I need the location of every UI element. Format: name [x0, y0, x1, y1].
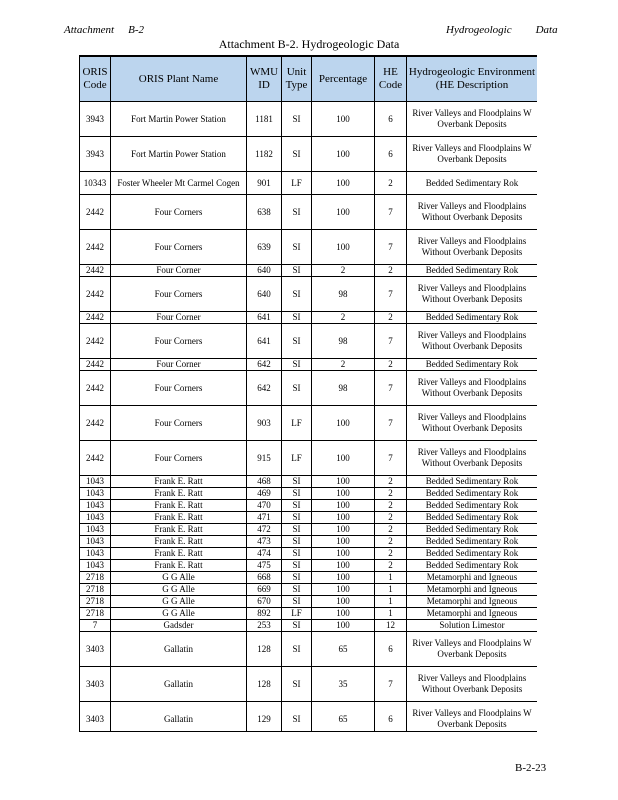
- cell-oris-code: 2442: [80, 359, 111, 371]
- cell-oris-code: 3403: [80, 632, 111, 667]
- cell-percentage: 2: [312, 265, 375, 277]
- cell-wmu-id: 468: [247, 476, 282, 488]
- cell-wmu-id: 1181: [247, 102, 282, 137]
- cell-wmu-id: 639: [247, 230, 282, 265]
- cell-wmu-id: 669: [247, 584, 282, 596]
- cell-plant-name: Four Corner: [111, 359, 247, 371]
- col-header-he-description: Hydrogeologic Environment (HE Description: [407, 56, 538, 102]
- cell-oris-code: 2442: [80, 406, 111, 441]
- cell-percentage: 100: [312, 476, 375, 488]
- cell-oris-code: 1043: [80, 476, 111, 488]
- cell-he-description: River Valleys and Floodplains W Overbank Deposits: [407, 102, 538, 137]
- cell-plant-name: Four Corners: [111, 195, 247, 230]
- cell-he-code: 6: [375, 137, 407, 172]
- cell-he-description: River Valleys and Floodplains W Overbank Deposits: [407, 702, 538, 733]
- col-header-oris-code: ORIS Code: [80, 56, 111, 102]
- cell-wmu-id: 640: [247, 265, 282, 277]
- cell-unit-type: SI: [282, 359, 312, 371]
- cell-percentage: 98: [312, 371, 375, 406]
- cell-he-description: Metamorphi and Igneous: [407, 584, 538, 596]
- table-row: [80, 359, 538, 371]
- cell-wmu-id: 915: [247, 441, 282, 476]
- cell-unit-type: SI: [282, 488, 312, 500]
- cell-wmu-id: 128: [247, 632, 282, 667]
- cell-oris-code: 1043: [80, 560, 111, 572]
- cell-he-description: Bedded Sedimentary Rok: [407, 524, 538, 536]
- cell-unit-type: SI: [282, 512, 312, 524]
- col-header-plant-name: ORIS Plant Name: [111, 56, 247, 102]
- cell-he-code: 7: [375, 371, 407, 406]
- cell-he-description: Bedded Sedimentary Rok: [407, 548, 538, 560]
- cell-wmu-id: 640: [247, 277, 282, 312]
- cell-percentage: 98: [312, 324, 375, 359]
- table-row: [80, 512, 538, 524]
- cell-percentage: 100: [312, 584, 375, 596]
- cell-wmu-id: 670: [247, 596, 282, 608]
- table-row: [80, 277, 538, 312]
- cell-unit-type: LF: [282, 406, 312, 441]
- cell-he-code: 2: [375, 548, 407, 560]
- cell-he-code: 6: [375, 102, 407, 137]
- page-header-right: [446, 24, 558, 36]
- cell-he-description: Bedded Sedimentary Rok: [407, 172, 538, 195]
- table-body: [80, 102, 538, 733]
- cell-unit-type: SI: [282, 324, 312, 359]
- cell-unit-type: SI: [282, 312, 312, 324]
- cell-percentage: 100: [312, 596, 375, 608]
- cell-he-code: 1: [375, 584, 407, 596]
- cell-percentage: 65: [312, 632, 375, 667]
- table-row: [80, 536, 538, 548]
- table-row: [80, 560, 538, 572]
- cell-wmu-id: 638: [247, 195, 282, 230]
- cell-wmu-id: 470: [247, 500, 282, 512]
- cell-oris-code: 7: [80, 620, 111, 632]
- cell-unit-type: SI: [282, 632, 312, 667]
- cell-percentage: 100: [312, 524, 375, 536]
- cell-wmu-id: 641: [247, 324, 282, 359]
- header-attachment-number: B-2: [128, 24, 144, 36]
- cell-he-code: 1: [375, 596, 407, 608]
- cell-he-code: 7: [375, 230, 407, 265]
- cell-percentage: 98: [312, 277, 375, 312]
- cell-wmu-id: 472: [247, 524, 282, 536]
- cell-he-code: 2: [375, 476, 407, 488]
- cell-wmu-id: 642: [247, 371, 282, 406]
- cell-unit-type: LF: [282, 441, 312, 476]
- table-row: [80, 102, 538, 137]
- cell-wmu-id: 892: [247, 608, 282, 620]
- cell-he-description: Bedded Sedimentary Rok: [407, 312, 538, 324]
- cell-percentage: 100: [312, 560, 375, 572]
- cell-unit-type: SI: [282, 596, 312, 608]
- cell-percentage: 65: [312, 702, 375, 733]
- cell-oris-code: 1043: [80, 524, 111, 536]
- cell-he-description: Bedded Sedimentary Rok: [407, 560, 538, 572]
- cell-plant-name: Gadsder: [111, 620, 247, 632]
- header-title-word2: Data: [535, 24, 558, 36]
- cell-he-code: 7: [375, 277, 407, 312]
- cell-oris-code: 1043: [80, 500, 111, 512]
- cell-percentage: 100: [312, 441, 375, 476]
- cell-unit-type: SI: [282, 265, 312, 277]
- cell-unit-type: SI: [282, 702, 312, 733]
- cell-wmu-id: 642: [247, 359, 282, 371]
- table-caption: Attachment B-2. Hydrogeologic Data: [218, 37, 400, 51]
- table-row: [80, 702, 538, 733]
- table-row: [80, 620, 538, 632]
- cell-he-code: 1: [375, 608, 407, 620]
- cell-he-code: 6: [375, 632, 407, 667]
- cell-plant-name: Frank E. Ratt: [111, 560, 247, 572]
- cell-plant-name: Four Corners: [111, 406, 247, 441]
- cell-percentage: 2: [312, 312, 375, 324]
- cell-he-description: River Valleys and Floodplains Without Overbank Deposits: [407, 277, 538, 312]
- cell-wmu-id: 668: [247, 572, 282, 584]
- table-row: [80, 524, 538, 536]
- cell-he-code: 2: [375, 265, 407, 277]
- cell-oris-code: 3403: [80, 667, 111, 702]
- table-row: [80, 476, 538, 488]
- table-row: [80, 632, 538, 667]
- table-row: [80, 324, 538, 359]
- cell-he-code: 2: [375, 512, 407, 524]
- cell-he-description: River Valleys and Floodplains W Overbank Deposits: [407, 632, 538, 667]
- table-row: [80, 608, 538, 620]
- cell-he-code: 7: [375, 406, 407, 441]
- cell-plant-name: Four Corners: [111, 441, 247, 476]
- cell-wmu-id: 641: [247, 312, 282, 324]
- cell-oris-code: 3943: [80, 137, 111, 172]
- cell-oris-code: 2442: [80, 324, 111, 359]
- table-header-row: [80, 56, 538, 102]
- cell-he-description: Bedded Sedimentary Rok: [407, 500, 538, 512]
- cell-oris-code: 2442: [80, 230, 111, 265]
- cell-wmu-id: 901: [247, 172, 282, 195]
- cell-unit-type: SI: [282, 536, 312, 548]
- cell-percentage: 100: [312, 548, 375, 560]
- cell-he-code: 6: [375, 702, 407, 733]
- cell-he-code: 7: [375, 195, 407, 230]
- cell-unit-type: SI: [282, 137, 312, 172]
- cell-he-code: 2: [375, 359, 407, 371]
- cell-plant-name: Frank E. Ratt: [111, 488, 247, 500]
- hydrogeologic-table-container: [79, 55, 537, 732]
- table-row: [80, 548, 538, 560]
- cell-plant-name: G G Alle: [111, 584, 247, 596]
- cell-unit-type: SI: [282, 667, 312, 702]
- cell-plant-name: Fort Martin Power Station: [111, 137, 247, 172]
- cell-percentage: 100: [312, 500, 375, 512]
- cell-oris-code: 2442: [80, 277, 111, 312]
- cell-he-description: Bedded Sedimentary Rok: [407, 488, 538, 500]
- table-row: [80, 371, 538, 406]
- cell-he-code: 2: [375, 524, 407, 536]
- cell-he-description: Bedded Sedimentary Rok: [407, 512, 538, 524]
- cell-he-code: 2: [375, 172, 407, 195]
- cell-plant-name: Four Corners: [111, 230, 247, 265]
- cell-plant-name: Fort Martin Power Station: [111, 102, 247, 137]
- cell-plant-name: Frank E. Ratt: [111, 476, 247, 488]
- cell-wmu-id: 474: [247, 548, 282, 560]
- cell-unit-type: SI: [282, 500, 312, 512]
- cell-percentage: 100: [312, 406, 375, 441]
- cell-he-description: Bedded Sedimentary Rok: [407, 359, 538, 371]
- table-row: [80, 572, 538, 584]
- cell-percentage: 100: [312, 137, 375, 172]
- cell-oris-code: 2442: [80, 441, 111, 476]
- cell-unit-type: SI: [282, 560, 312, 572]
- table-row: [80, 312, 538, 324]
- cell-he-code: 2: [375, 500, 407, 512]
- cell-oris-code: 2718: [80, 572, 111, 584]
- cell-percentage: 100: [312, 488, 375, 500]
- cell-oris-code: 2442: [80, 195, 111, 230]
- hydrogeologic-table: [79, 55, 537, 732]
- cell-percentage: 100: [312, 608, 375, 620]
- cell-he-code: 2: [375, 560, 407, 572]
- table-row: [80, 667, 538, 702]
- cell-he-description: River Valleys and Floodplains Without Overbank Deposits: [407, 230, 538, 265]
- cell-unit-type: SI: [282, 584, 312, 596]
- cell-he-description: River Valleys and Floodplains W Overbank Deposits: [407, 137, 538, 172]
- cell-oris-code: 1043: [80, 536, 111, 548]
- cell-wmu-id: 469: [247, 488, 282, 500]
- table-row: [80, 441, 538, 476]
- cell-he-description: Metamorphi and Igneous: [407, 608, 538, 620]
- cell-he-code: 7: [375, 667, 407, 702]
- cell-he-description: River Valleys and Floodplains Without Overbank Deposits: [407, 195, 538, 230]
- cell-percentage: 100: [312, 102, 375, 137]
- cell-plant-name: Four Corners: [111, 371, 247, 406]
- cell-unit-type: SI: [282, 230, 312, 265]
- cell-unit-type: LF: [282, 608, 312, 620]
- cell-percentage: 100: [312, 572, 375, 584]
- cell-he-code: 2: [375, 312, 407, 324]
- cell-unit-type: SI: [282, 371, 312, 406]
- cell-oris-code: 2718: [80, 584, 111, 596]
- cell-plant-name: Frank E. Ratt: [111, 500, 247, 512]
- cell-oris-code: 2718: [80, 608, 111, 620]
- header-title-word1: Hydrogeologic: [446, 24, 512, 36]
- cell-he-code: 1: [375, 572, 407, 584]
- header-attachment-label: Attachment: [64, 24, 115, 36]
- cell-plant-name: Frank E. Ratt: [111, 548, 247, 560]
- table-row: [80, 172, 538, 195]
- cell-plant-name: Gallatin: [111, 632, 247, 667]
- cell-unit-type: LF: [282, 172, 312, 195]
- col-header-wmu-id: WMU ID: [247, 56, 282, 102]
- cell-he-code: 2: [375, 536, 407, 548]
- cell-percentage: 35: [312, 667, 375, 702]
- cell-plant-name: Foster Wheeler Mt Carmel Cogen: [111, 172, 247, 195]
- col-header-percentage: Percentage: [312, 56, 375, 102]
- cell-unit-type: SI: [282, 476, 312, 488]
- cell-wmu-id: 473: [247, 536, 282, 548]
- cell-oris-code: 1043: [80, 512, 111, 524]
- cell-unit-type: SI: [282, 195, 312, 230]
- page-header-left: [64, 24, 144, 36]
- cell-wmu-id: 128: [247, 667, 282, 702]
- cell-he-description: Metamorphi and Igneous: [407, 572, 538, 584]
- table-row: [80, 500, 538, 512]
- cell-he-description: Metamorphi and Igneous: [407, 596, 538, 608]
- cell-plant-name: G G Alle: [111, 608, 247, 620]
- cell-percentage: 2: [312, 359, 375, 371]
- cell-he-description: Solution Limestor: [407, 620, 538, 632]
- cell-wmu-id: 253: [247, 620, 282, 632]
- table-row: [80, 195, 538, 230]
- cell-oris-code: 3403: [80, 702, 111, 733]
- cell-he-code: 12: [375, 620, 407, 632]
- cell-he-code: 7: [375, 441, 407, 476]
- cell-plant-name: Gallatin: [111, 667, 247, 702]
- cell-percentage: 100: [312, 512, 375, 524]
- cell-plant-name: Gallatin: [111, 702, 247, 733]
- cell-oris-code: 2442: [80, 265, 111, 277]
- cell-he-description: River Valleys and Floodplains Without Overbank Deposits: [407, 406, 538, 441]
- table-row: [80, 488, 538, 500]
- cell-he-description: Bedded Sedimentary Rok: [407, 476, 538, 488]
- cell-wmu-id: 471: [247, 512, 282, 524]
- cell-wmu-id: 1182: [247, 137, 282, 172]
- cell-percentage: 100: [312, 172, 375, 195]
- cell-oris-code: 2718: [80, 596, 111, 608]
- cell-he-description: Bedded Sedimentary Rok: [407, 265, 538, 277]
- cell-unit-type: SI: [282, 277, 312, 312]
- table-row: [80, 596, 538, 608]
- cell-oris-code: 2442: [80, 312, 111, 324]
- cell-wmu-id: 475: [247, 560, 282, 572]
- cell-unit-type: SI: [282, 620, 312, 632]
- table-row: [80, 137, 538, 172]
- cell-he-description: River Valleys and Floodplains Without Overbank Deposits: [407, 667, 538, 702]
- col-header-unit-type: Unit Type: [282, 56, 312, 102]
- cell-percentage: 100: [312, 230, 375, 265]
- cell-oris-code: 1043: [80, 548, 111, 560]
- table-row: [80, 230, 538, 265]
- cell-he-description: River Valleys and Floodplains Without Overbank Deposits: [407, 371, 538, 406]
- cell-plant-name: Frank E. Ratt: [111, 512, 247, 524]
- cell-plant-name: Four Corners: [111, 277, 247, 312]
- cell-oris-code: 1043: [80, 488, 111, 500]
- cell-wmu-id: 903: [247, 406, 282, 441]
- col-header-he-code: HE Code: [375, 56, 407, 102]
- cell-wmu-id: 129: [247, 702, 282, 733]
- cell-plant-name: Four Corner: [111, 265, 247, 277]
- cell-he-code: 2: [375, 488, 407, 500]
- cell-he-description: River Valleys and Floodplains Without Overbank Deposits: [407, 324, 538, 359]
- cell-he-description: Bedded Sedimentary Rok: [407, 536, 538, 548]
- cell-he-description: River Valleys and Floodplains Without Overbank Deposits: [407, 441, 538, 476]
- cell-plant-name: Frank E. Ratt: [111, 524, 247, 536]
- cell-unit-type: SI: [282, 572, 312, 584]
- cell-unit-type: SI: [282, 548, 312, 560]
- table-row: [80, 265, 538, 277]
- cell-oris-code: 2442: [80, 371, 111, 406]
- cell-plant-name: Frank E. Ratt: [111, 536, 247, 548]
- cell-unit-type: SI: [282, 524, 312, 536]
- cell-oris-code: 10343: [80, 172, 111, 195]
- cell-percentage: 100: [312, 620, 375, 632]
- table-row: [80, 584, 538, 596]
- cell-unit-type: SI: [282, 102, 312, 137]
- cell-plant-name: Four Corners: [111, 324, 247, 359]
- cell-oris-code: 3943: [80, 102, 111, 137]
- cell-plant-name: Four Corner: [111, 312, 247, 324]
- cell-plant-name: G G Alle: [111, 572, 247, 584]
- table-row: [80, 406, 538, 441]
- cell-percentage: 100: [312, 536, 375, 548]
- cell-plant-name: G G Alle: [111, 596, 247, 608]
- cell-he-code: 7: [375, 324, 407, 359]
- cell-percentage: 100: [312, 195, 375, 230]
- page-number: B-2-23: [515, 762, 547, 774]
